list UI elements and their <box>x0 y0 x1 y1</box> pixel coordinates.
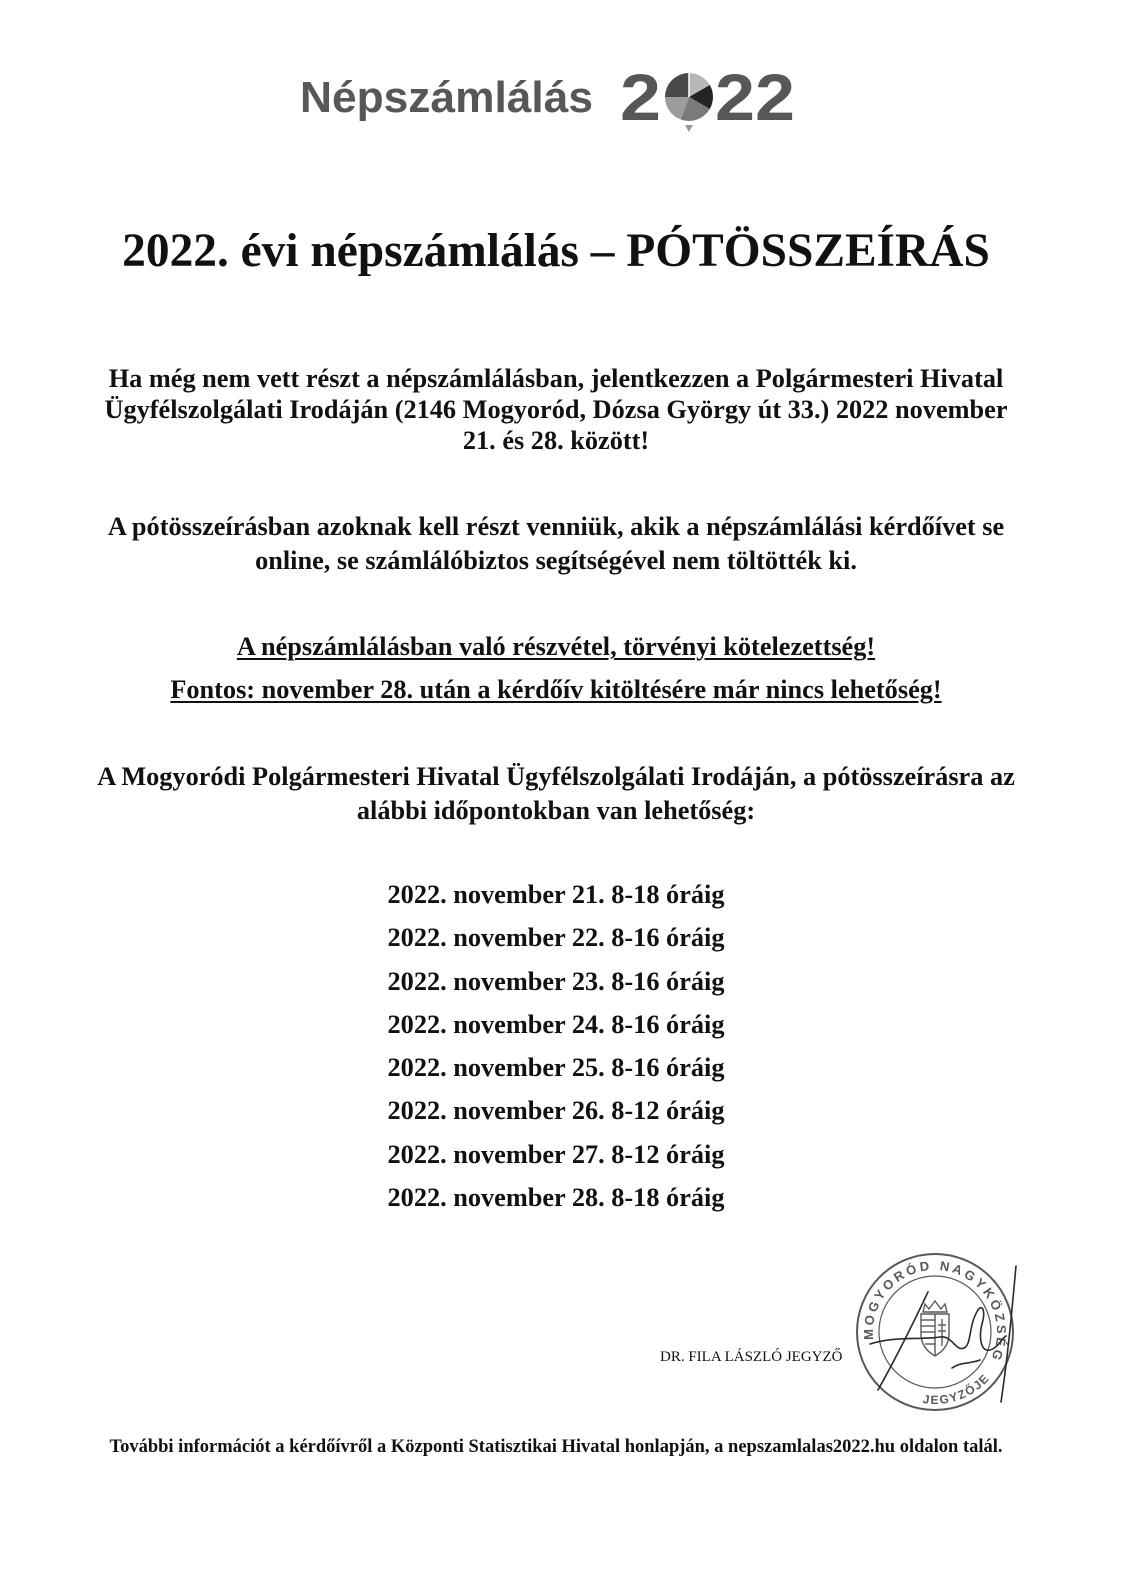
stamp-bottom-text: JEGYZŐJE <box>922 1370 993 1408</box>
official-stamp <box>840 1240 1040 1430</box>
slot-date: 2022. november 24. <box>387 1009 605 1039</box>
schedule-slot <box>40 960 1072 1003</box>
eligibility-paragraph <box>40 510 1072 579</box>
slot-date: 2022. november 22. <box>387 923 605 953</box>
deadline-notice: Fontos: november 28. után a kérdőív kitöltésére már nincs lehetőség! <box>170 675 942 704</box>
slot-date: 2022. november 25. <box>387 1053 605 1083</box>
slot-date: 2022. november 28. <box>387 1183 605 1213</box>
slot-hours: 8-16 óráig <box>611 923 725 953</box>
pie-chart-icon <box>665 73 713 121</box>
schedule-slot <box>40 916 1072 959</box>
schedule-intro <box>40 760 1072 829</box>
slot-hours: 8-12 óráig <box>611 1139 725 1169</box>
schedule-slot <box>40 1046 1072 1089</box>
census-logo <box>290 60 810 140</box>
schedule-slot <box>40 1003 1072 1046</box>
intro-line: Ügyfélszolgálati Irodáján (2146 Mogyoród, Dózsa György út 33.) 2022 november <box>104 395 1008 424</box>
signer-name: DR. FILA LÁSZLÓ JEGYZŐ <box>660 1349 843 1365</box>
svg-text:JEGYZŐJE <box>922 1371 993 1407</box>
important-notices <box>40 625 1072 711</box>
slot-date: 2022. november 26. <box>387 1096 605 1126</box>
intro-line: Ha még nem vett részt a népszámlálásban, jelentkezzen a Polgármesteri Hivatal <box>108 364 1004 393</box>
schedule-slot <box>40 1089 1072 1132</box>
schedule-intro-line: alábbi időpontokban van lehetőség: <box>356 796 756 825</box>
slot-date: 2022. november 27. <box>387 1139 605 1169</box>
slot-hours: 8-18 óráig <box>611 880 725 909</box>
slot-date: 2022. november 21. <box>387 880 605 909</box>
logo-marker-icon <box>685 125 693 132</box>
schedule-list <box>40 873 1072 1219</box>
legal-obligation-notice: A népszámlálásban való részvétel, törvényi kötelezettség! <box>236 632 876 661</box>
logo-year-last: 22 <box>715 60 795 134</box>
schedule-intro-line: A Mogyoródi Polgármesteri Hivatal Ügyfélszolgálati Irodáján, a pótösszeírásra az <box>97 761 1015 791</box>
schedule-slot <box>40 1176 1072 1219</box>
schedule-slot <box>40 873 1072 916</box>
footer-note: További információt a kérdőívről a Központi Statisztikai Hivatal honlapján, a nepszamlalas2022.hu oldalon talál. <box>109 1437 1003 1457</box>
slot-hours: 8-16 óráig <box>611 1009 725 1039</box>
eligibility-line: A pótösszeírásban azoknak kell részt venniük, akik a népszámlálási kérdőívet se <box>107 511 1005 541</box>
logo-wordmark: Népszámlálás <box>300 73 593 122</box>
slot-hours: 8-18 óráig <box>611 1183 725 1213</box>
slot-hours: 8-12 óráig <box>611 1096 725 1126</box>
coat-of-arms-icon <box>921 1301 949 1356</box>
intro-paragraph <box>40 363 1072 456</box>
slot-hours: 8-16 óráig <box>611 1053 725 1083</box>
schedule-slot <box>40 1133 1072 1176</box>
eligibility-line: online, se számlálóbiztos segítségével nem töltötték ki. <box>255 546 857 575</box>
slot-date: 2022. november 23. <box>387 966 605 996</box>
logo-year-first: 2 <box>620 60 661 134</box>
page-title: 2022. évi népszámlálás – PÓTÖSSZEÍRÁS <box>122 225 990 277</box>
intro-line: 21. és 28. között! <box>462 426 650 455</box>
signature-stroke <box>952 1360 980 1368</box>
slot-hours: 8-16 óráig <box>611 966 725 996</box>
stamp-top-text: MOGYORÓD NAGYKÖZSÉG <box>860 1257 1010 1366</box>
